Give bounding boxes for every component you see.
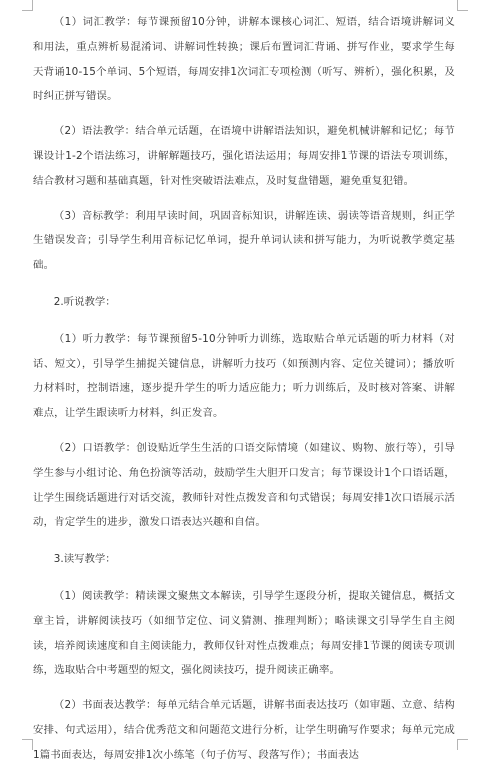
heading-reading-writing: 3.读写教学： (53, 553, 116, 566)
paragraph-phonetics-teaching: （3）音标教学：利用早读时间，巩固音标知识，讲解连读、弱读等语音规则，纠正学生错误发音；引导学生利用音标记忆单词，提升单词认读和拼写能力，为听说教学奠定基础。 (33, 209, 455, 272)
paragraph-listening-teaching: （1）听力教学：每节课预留5-10分钟听力训练，选取贴合单元话题的听力材料（对话、短文），引导学生捕捉关键信息，讲解听力技巧（如预测内容、定位关键词）；播放听力材料时，控制语速，逐步提升学生的听力适应能力；听力训练后，及时核对答案、讲解难点，让学生跟读听力材料，纠正发音。 (33, 332, 455, 420)
crop-mark-top-right (457, 0, 468, 11)
paragraph-vocabulary-teaching: （1）词汇教学：每节课预留10分钟，讲解本课核心词汇、短语，结合语境讲解词义和用法，重点辨析易混淆词、讲解词性转换；课后布置词汇背诵、拼写作业，要求学生每天背诵10-15个单词、5个短语，每周安排1次词汇专项检测（听写、辨析），强化积累，及时纠正拼写错误。 (33, 16, 455, 103)
crop-mark-top-left (22, 0, 33, 11)
crop-mark-bottom-left (22, 739, 33, 750)
crop-mark-bottom-right (457, 739, 468, 750)
heading-listening-speaking: 2.听说教学： (53, 295, 116, 308)
paragraph-grammar-teaching: （2）语法教学：结合单元话题，在语境中讲解语法知识，避免机械讲解和记忆；每节课设计1-2个语法练习，讲解解题技巧，强化语法运用；每周安排1节课的语法专项训练，结合教材习题和基础真题，针对性突破语法难点，及时复盘错题，避免重复犯错。 (33, 125, 455, 187)
paragraph-reading-teaching: （1）阅读教学：精读课文聚焦文本解读，引导学生逐段分析，提取关键信息，概括文章主旨，讲解阅读技巧（如细节定位、词义猜测、推理判断）；略读课文引导学生自主阅读，培养阅读速度和自主阅读能力，教师仅针对性点拨难点；每周安排1节课的阅读专项训练，选取贴合中考题型的短文，强化阅读技巧，提升阅读正确率。 (33, 589, 455, 677)
paragraph-speaking-teaching: （2）口语教学：创设贴近学生生活的口语交际情境（如建议、购物、旅行等），引导学生参与小组讨论、角色扮演等活动，鼓励学生大胆开口发言；每节课设计1个口语话题，让学生围绕话题进行对话交流，教师针对性点拨发音和句式错误；每周安排1次口语展示活动，肯定学生的进步，激发口语表达兴趣和自信。 (33, 441, 455, 529)
paragraph-writing-teaching: （2）书面表达教学：每单元结合单元话题，讲解书面表达技巧（如审题、立意、结构安排、句式运用），结合优秀范文和问题范文进行分析，让学生明确写作要求；每单元完成1篇书面表达，每周安排1次小练笔（句子仿写、段落写作）；书面表达 (33, 699, 455, 761)
